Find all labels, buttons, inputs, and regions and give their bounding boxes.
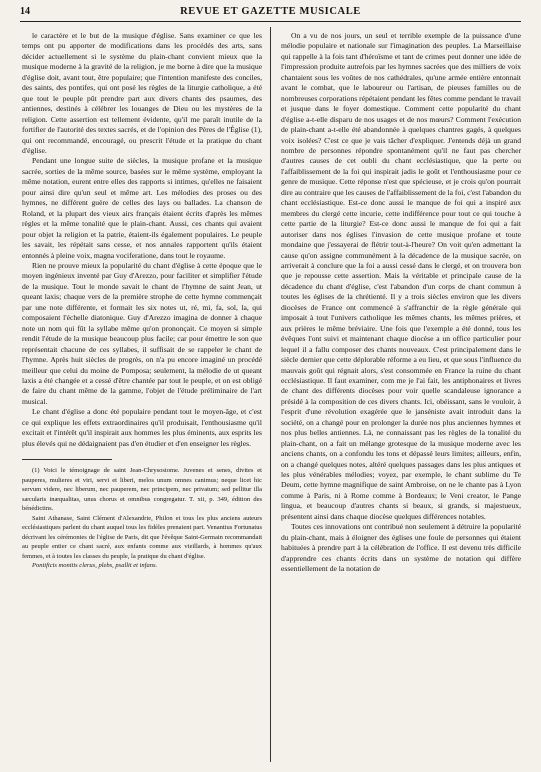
footnote: (1) Voici le témoignage de saint Jean-Chrysostome. Juvenes et senes, divites et pauperes, mulieres et viri, servi et liberi, melos unum omnes canimus; neque licet hic servum videre, nec liberum, nec pauperem, nec principem, nec privatum; sed pellitur illa sæcularis inæqualitas, unus chorus et omnibus congregatur. T. xii, p. 349, édition des bénédictins. [22, 467, 262, 513]
left-column [22, 31, 262, 571]
page-number: 14 [20, 6, 30, 17]
footnote-verse: Pontificis monitis clerus, plebs, psallit et infans. [32, 562, 158, 570]
footnote: Saint Athanase, Saint Clément d'Alexandrie, Philon et tous les plus anciens auteurs ecclésiastiques parlent du chant auquel tous les fidèles prenaient part. Venantius Fortunatus décrivant les cérémonies de l'église de Paris, dit que l'évêque Saint-Germain recommandait au peuple entier ce chant sacré, aux enfants comme aux vieillards, à hommes qu'aux femmes, et à toutes les classes du peuple, la pratique du chant d'église. [22, 514, 262, 560]
paragraph: Toutes ces innovations ont contribué non seulement à détruire la popularité du plain-chant, mais à éloigner des églises une foule de personnes qui étaient habituées à prendre part à la célébration de l'office. Il est devenu très difficile d'apprendre ces chants écrits dans un système de notation qui diffère essentiellement de la notation de [281, 522, 521, 574]
page-header [20, 6, 521, 22]
paragraph: le caractère et le but de la musique d'église. Sans examiner ce que les temps ont pu apporter de modifications dans les procédés des arts, sans décider actuellement si le système du plain-chant convient mieux que la musique moderne à la gravité de la religion, je me borne à dire que la musique d'église doit, avant tout, être populaire; que l'intention manifeste des conciles, des saints, des pontifes, qui ont posé les règles de la liturgie catholique, a été que tout le peuple pût prendre part aux divers chants des psaumes, des antiennes, destinés à célébrer les louanges de Dieu ou les mystères de la religion. Cette assertion est tellement évidente, qu'il me paraît inutile de la fortifier de l'autorité des textes sacrés, et de l'opinion des Pères de l'Église (1), qui ont recommandé, encouragé, ou prescrit l'étude et la pratique du chant d'église. [22, 31, 262, 155]
paragraph: Le chant d'église a donc été populaire pendant tout le moyen-âge, et c'est ce qui explique les effets extraordinaires qu'il produisait, l'enthousiasme qu'il excitait et l'intérêt qu'il inspirait aux hommes les plus éminents, aux esprits les plus élevés qui ne dédaignaient pas d'en étudier et d'en enseigner les règles. [22, 407, 262, 448]
publication-title: REVUE ET GAZETTE MUSICALE [180, 6, 361, 17]
paragraph: Pendant une longue suite de siècles, la musique profane et la musique sacrée, sorties de la même source, basées sur le même système, employant la même notation, eurent entre elles des rapports si intimes, qu'elles ne faisaient pour ainsi dire qu'un seul et même art. Les mélodies des proses ou des hymnes, ne différent guère de celles des lays ou ballades. La chanson de Roland, et la plupart des vieux airs français étaient écrits d'après les mêmes règles et la même tonalité que le plain-chant. Aussi, ces chants qui avaient pour objet la religion et la patrie, étaient-ils également populaires. Le peuple les savait, les répétait sans cesse, et nos annales rapportent qu'ils étaient entonnés à pleine voix, magna vociferatione, dans tout le royaume. [22, 156, 262, 260]
footnote-divider [22, 459, 112, 460]
footnotes [22, 466, 262, 571]
right-column [281, 31, 521, 575]
paragraph: On a vu de nos jours, un seul et terrible exemple de la puissance d'une mélodie populaire et nationale sur l'imagination des peuples. La Marseillaise qui rappelle à la fois tant d'héroïsme et tant de crimes peut donner une idée de l'impression produite autrefois par les hymnes sacrées que des milliers de voix chantaient sous les voûtes de nos cathédrales, qu'une armée entière entonnait avant le combat, que le laboureur ou l'artisan, de pieuses familles ou de nombreuses corporations répétaient pendant les fêtes comme pendant le travail et jusque dans le foyer domestique. Comment cette popularité du chant d'église a-t-elle disparu de nos usages et de nos mœurs? Comment l'exécution de plain-chant a-t-elle été abandonnée à quelques chantres gagés, à quelques voix isolées? C'est ce que je vais tâcher d'expliquer. J'entends déjà un grand nombre de personnes répondre spontanément qu'il ne faut pas chercher d'autres causes de cet oubli du chant ecclésiastique, que la perte ou l'affaiblissement de la foi qui inspirait jadis le goût et l'enthousiasme pour ce genre de musique. Cette réponse n'est que spécieuse, et je crois qu'on pourrait dire au contraire que les causes de l'affaiblissement de la foi, c'est l'abandon du chant ecclésiastique. Est-ce donc aussi le manque de foi qui a inspiré aux membres du clergé cette incurie, cette indifférence pour tout ce qui touche à cette partie de la liturgie? Est-ce donc aussi le manque de foi qui a fait autoriser dans nos églises l'invasion de cette musique profane et toute mondaine que j'essayerai de flétrir tout-à-l'heure? On voit qu'en admettant la cause qu'on assigne communément à la décadence de la musique sacrée, on arriverait à conclure que la foi a aussi cessé dans le clergé, et on trouvera bon que je repousse cette assertion. Mais la véritable et principale cause de la décadence du chant d'église, c'est l'abandon d'un corps de chant commun à toutes les églises de la chrétienté. Il y a trois siècles environ que les divers diocèses de France ont commencé à s'affranchir de la règle générale qui imposait à tout l'univers catholique les mêmes chants, les mêmes prières, et aux prières le même bréviaire. Une fois que l'exemple a été donné, tous les évêques l'ont suivi et maintenant chaque diocèse a un office particulier pour lequel il a fallu composer des chants nouveaux. C'est principalement dans le siècle dernier que cette déplorable réforme a eu lieu, et que sous l'influence du mauvais goût qui régnait alors, s'est consommée en France la ruine du chant ecclésiastique. Il faut examiner, com me je l'ai fait, les antiphonaires et livres de chant des différents diocèses pour voir quelle scandaleuse ignorance a présidé à la composition de ces divers chants. Ici, obéissant, sans le vouloir, à l'esprit d'une révolution exagérée que le janséniste avait introduit dans la société, on a changé pour en prolonger la durée nos plus anciennes hymnes et nos plus belles antiennes. Là, ne connaissant pas les règles de la tonalité du plain-chant, on a fait un mélange grotesque de la musique moderne avec les anciens chants, on a confondu les tons et dépassé leurs limites; ailleurs, enfin, on a changé quelques notes, altéré quelques passages dans les plus antiques et les plus vénérables mélodies; voyez, par exemple, le chant sublime du Te Deum, cette hymne magnifique de saint Ambroise, on ne le chante pas à Lyon comme à Paris, ni à Rome comme à Bordeaux; le Veni creator, le Pange lingua, et beaucoup d'autres chants si beaux, si grands, si majestueux, présentent ainsi dans chaque diocèse quelques différences notables. [281, 31, 521, 521]
header-rule [20, 21, 521, 22]
column-divider [270, 27, 271, 762]
paragraph: Rien ne prouve mieux la popularité du chant d'église à cette époque que le moyen ingénieux inventé par Guy d'Arezzo, pour faciliter et simplifier l'étude de la musique. Tout le monde savait le chant de l'hymne de saint Jean, ut queant laxis; chaque vers de la première strophe de cette hymne commençait par une note différente, et formait les six notes ut, ré, mi, fa, sol, la, qui composaient l'échelle diatonique. Guy d'Arezzo imagina de donner à chaque note un nom qui fût la syllabe même qu'on prononçait. Ce moyen si simple rendit l'étude de la musique beaucoup plus facile; car pour émettre le son que représentait chacune de ces syllabes, il suffisait de se rappeler le chant de l'hymne. Après huit siècles de progrès, on n'a pu encore imaginé un procédé meilleur que celui du moine de Pomposa; seulement, la mélodie de ut queant laxis a été changée et a cessé d'être chantée par tout le peuple, et on est obligé de faire du chant même de la gamme, l'objet de l'étude préliminaire de l'art musical. [22, 260, 262, 406]
